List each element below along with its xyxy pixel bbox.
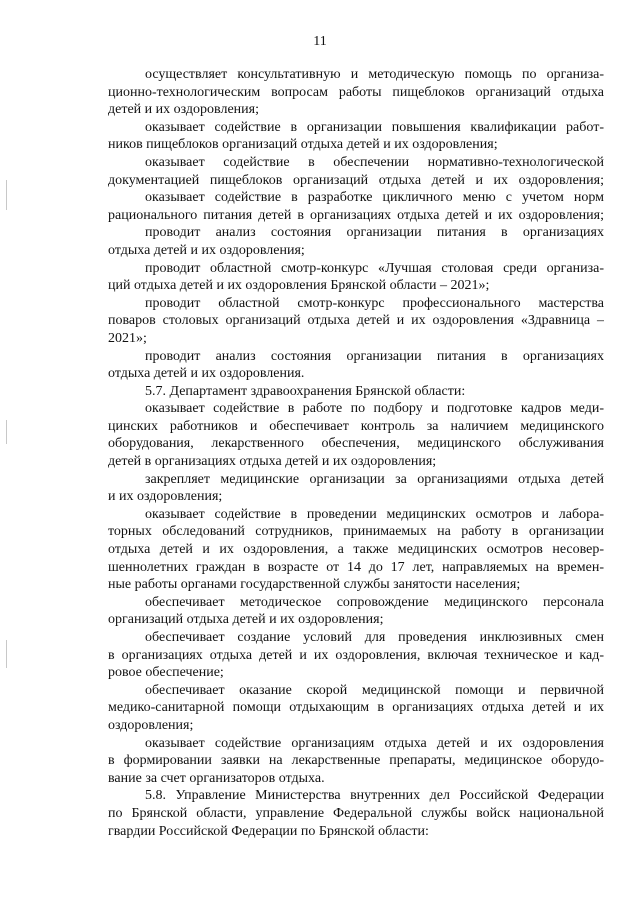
text-line: обеспечивает оказание скорой медицинской помощи и первичной bbox=[145, 682, 604, 698]
text-line: проводит анализ состояния организации питания в организациях bbox=[145, 225, 604, 241]
text-line: 2021»; bbox=[108, 330, 147, 346]
text-line: поваров столовых организаций отдыха детей и их оздоровления «Здравница – bbox=[108, 313, 604, 329]
text-line: отдыха детей и их оздоровления, а также медицинских осмотров несовер- bbox=[108, 542, 604, 558]
text-line: ций отдыха детей и их оздоровления Брянской области – 2021»; bbox=[108, 278, 490, 294]
text-line: обеспечивает создание условий для проведения инклюзивных смен bbox=[145, 630, 604, 645]
text-line: 5.7. Департамент здравоохранения Брянской области: bbox=[145, 383, 466, 399]
text-line: документацией пищеблоков организаций отдыха детей и их оздоровления; bbox=[108, 172, 604, 188]
text-line: в формировании заявки на лекарственные препараты, медицинское оборудо- bbox=[108, 753, 604, 769]
text-line: оказывает содействие в обеспечении нормативно-технологической bbox=[145, 154, 604, 170]
text-line: оказывает содействие в работе по подбору и подготовке кадров меди- bbox=[145, 401, 604, 417]
text-line: ровое обеспечение; bbox=[108, 665, 224, 681]
text-line: оказывает содействие в проведении медицинских осмотров и лабора- bbox=[145, 506, 604, 522]
text-line: отдыха детей и их оздоровления; bbox=[108, 242, 305, 258]
text-line: гвардии Российской Федерации по Брянской области: bbox=[108, 823, 429, 839]
text-line: оказывает содействие организациям отдыха детей и их оздоровления bbox=[145, 735, 604, 751]
text-line: осуществляет консультативную и методическую помощь по организа- bbox=[145, 67, 604, 82]
text-line: по Брянской области, управление Федеральной службы войск национальной bbox=[108, 805, 604, 821]
text-line: и их оздоровления; bbox=[108, 489, 223, 505]
text-line: в организациях отдыха детей и их оздоровления, включая техническое и кад- bbox=[108, 647, 604, 663]
text-line: оказывает содействие в разработке цикличного меню с учетом норм bbox=[145, 190, 604, 206]
text-line: оздоровления; bbox=[108, 717, 194, 733]
scan-edge-mark bbox=[6, 420, 7, 444]
text-line: ционно-технологическим вопросам работы пищеблоков организаций отдыха bbox=[108, 84, 604, 100]
text-line: оказывает содействие в организации повышения квалификации работ- bbox=[145, 119, 604, 135]
text-line: рационального питания детей в организациях отдыха детей и их оздоровления; bbox=[108, 207, 604, 223]
text-line: детей и их оздоровления; bbox=[108, 102, 259, 118]
text-line: оборудования, лекарственного обеспечения, медицинского обслуживания bbox=[108, 436, 604, 452]
scan-edge-mark bbox=[6, 640, 7, 668]
text-line: проводит анализ состояния организации питания в организациях bbox=[145, 348, 604, 364]
text-line: проводит областной смотр-конкурс «Лучшая столовая среди организа- bbox=[145, 260, 604, 276]
text-line: ные работы органами государственной службы занятости населения; bbox=[108, 577, 521, 593]
text-line: закрепляет медицинские организации за организациями отдыха детей bbox=[145, 471, 604, 487]
text-line: обеспечивает методическое сопровождение медицинского персонала bbox=[145, 594, 604, 610]
text-line: детей в организациях отдыха детей и их оздоровления; bbox=[108, 454, 437, 470]
text-line: шеннолетних граждан в возрасте от 14 до 17 лет, направляемых на времен- bbox=[108, 559, 604, 575]
document-body bbox=[108, 66, 604, 840]
text-line: 5.8. Управление Министерства внутренних дел Российской Федерации bbox=[145, 788, 604, 804]
text-line: ников пищеблоков организаций отдыха детей и их оздоровления; bbox=[108, 137, 498, 153]
text-line: отдыха детей и их оздоровления. bbox=[108, 366, 305, 382]
text-line: организаций отдыха детей и их оздоровления; bbox=[108, 612, 384, 628]
text-line: проводит областной смотр-конкурс профессионального мастерства bbox=[145, 295, 604, 311]
scan-edge-mark bbox=[6, 180, 7, 210]
text-line: цинских работников и обеспечивает контроль за наличием медицинского bbox=[108, 418, 604, 434]
text-line: медико-санитарной помощи отдыхающим в организациях отдыха детей и их bbox=[108, 700, 604, 716]
text-line: вание за счет организаторов отдыха. bbox=[108, 770, 325, 786]
page-number: 11 bbox=[313, 34, 327, 49]
text-line: торных обследований сотрудников, принимаемых на работу в организации bbox=[108, 524, 604, 540]
